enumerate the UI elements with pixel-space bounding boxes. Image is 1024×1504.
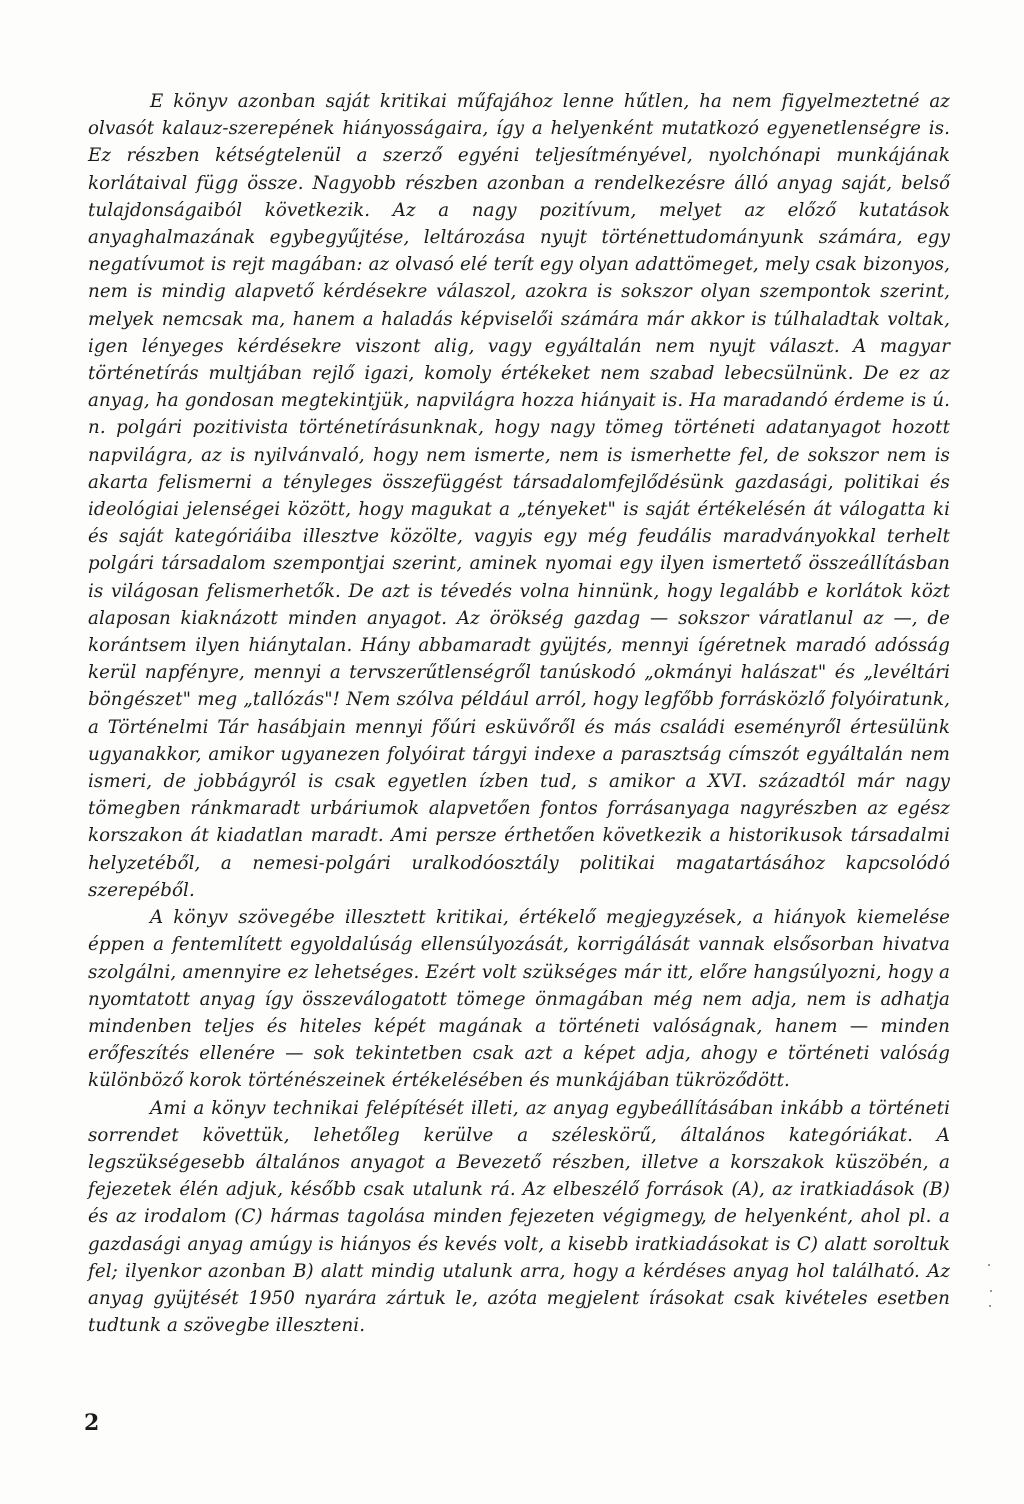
paragraph-2: A könyv szövegébe illesztett kritikai, értékelő megjegyzések, a hiányok kiemelése éppen a fentemlített egyoldalúság ellensúlyozását, korrigálását vannak elsősorban hivatva szolgálni, amennyire ez lehetséges. Ezért volt szükséges már itt, előre hangsúlyozni, hogy a nyomtatott anyag így összeválogatott tömege önmagában még nem adja, nem is adhatja mindenben teljes és hiteles képét magának a történeti valóságnak, hanem — minden erőfeszítés ellenére — sok tekintetben csak azt a képet adja, ahogy e történeti valóság különböző korok történészeinek értékelésében és munkájában tükröződött. (88, 907, 950, 1092)
paragraph-3: Ami a könyv technikai felépítését illeti, az anyag egybeállításában inkább a történeti sorrendet követtük, lehetőleg kerülve a széleskörű, általános kategóriákat. A legszükségesebb általános anyagot a Bevezető részben, illetve a korszakok küszöbén, a fejezetek élén adjuk, később csak utalunk rá. Az elbeszélő források (A), az iratkiadások (B) és az irodalom (C) hármas tagolása minden fejezeten végigmegy, de helyenként, ahol pl. a gazdasági anyag amúgy is hiányos és kevés volt, a kisebb iratkiadásokat is C) alatt soroltuk fel; ilyenkor azonban B) alatt mindig utalunk arra, hogy a kérdéses anyag hol található. Az anyag gyüjtését 1950 nyarára zártuk le, azóta megjelent írásokat csak kivételes esetben tudtunk a szövegbe illeszteni. (88, 1097, 950, 1337)
scan-speck (988, 1264, 990, 1266)
scan-speck (989, 1305, 991, 1307)
paragraph-1: E könyv azonban saját kritikai műfajához lenne hűtlen, ha nem figyelmeztetné az olvasót kalauz-szerepének hiányosságaira, így a helyenként mutatkozó egyenetlenségre is. Ez részben kétségtelenül a szerző egyéni teljesítményével, nyolchónapi munkájának korlátaival függ össze. Nagyobb részben azonban a rendelkezésre álló anyag saját, belső tulajdonságaiból következik. Az a nagy pozitívum, melyet az előző kutatások anyaghalmazának egybegyűjtése, leltározása nyujt történettudományunk számára, egy negatívumot is rejt magában: az olvasó elé terít egy olyan adattömeget, mely csak bizonyos, nem is mindig alapvető kérdésekre válaszol, azokra is sokszor olyan szempontok szerint, melyek nemcsak ma, hanem a haladás képviselői számára már akkor is túlhaladtak voltak, igen lényeges kérdésekre viszont alig, vagy egyáltalán nem nyujt választ. A magyar történetírás multjában rejlő igazi, komoly értékeket nem szabad lebecsülnünk. De ez az anyag, ha gondosan megtekintjük, napvilágra hozza hiányait is. Ha maradandó érdeme is ú. n. polgári pozitivista történetírásunknak, hogy nagy tömeg történeti adatanyagot hozott napvilágra, az is nyilvánvaló, hogy nem ismerte, nem is ismerhette fel, de sokszor nem is akarta felismerni a tényleges összefüggést társadalomfejlődésünk gazdasági, politikai és ideológiai jelenségei között, hogy magukat a „tényeket" is saját értékelésén át válogatta ki és saját kategóriáiba illesztve közölte, vagyis egy még feudális maradványokkal terhelt polgári társadalom szempontjai szerint, aminek nyomai egy ilyen ismertető összeállításban is világosan felismerhetők. De azt is tévedés volna hinnünk, hogy legalább e korlátok közt alaposan kiaknázott minden anyagot. Az örökség gazdag — sokszor váratlanul az —, de korántsem ilyen hiánytalan. Hány abbamaradt gyüjtés, mennyi ígéretnek maradó adósság kerül napfényre, mennyi a tervszerűtlenségről tanúskodó „okmányi halászat" és „levéltári böngészet" meg „tallózás"! Nem szólva például arról, hogy legfőbb forrásközlő folyóiratunk, a Történelmi Tár hasábjain mennyi főúri esküvőről és más családi eseményről értesülünk ugyanakkor, amikor ugyanezen folyóirat tárgyi indexe a parasztság címszót egyáltalán nem ismeri, de jobbágyról is csak egyetlen ízben tud, s amikor a XVI. századtól már nagy tömegben ránkmaradt urbáriumok alapvetően fontos forrásanyaga nagyrészben az egész korszakon át kiadatlan maradt. Ami persze érthetően következik a historikusok társadalmi helyzetéből, a nemesi-polgári uralkodóosztály politikai magatartásához kapcsolódó szerepéből. (88, 91, 950, 901)
scan-speck (990, 1290, 992, 1292)
body-text (88, 88, 950, 1339)
page-number: 2 (84, 1410, 100, 1436)
